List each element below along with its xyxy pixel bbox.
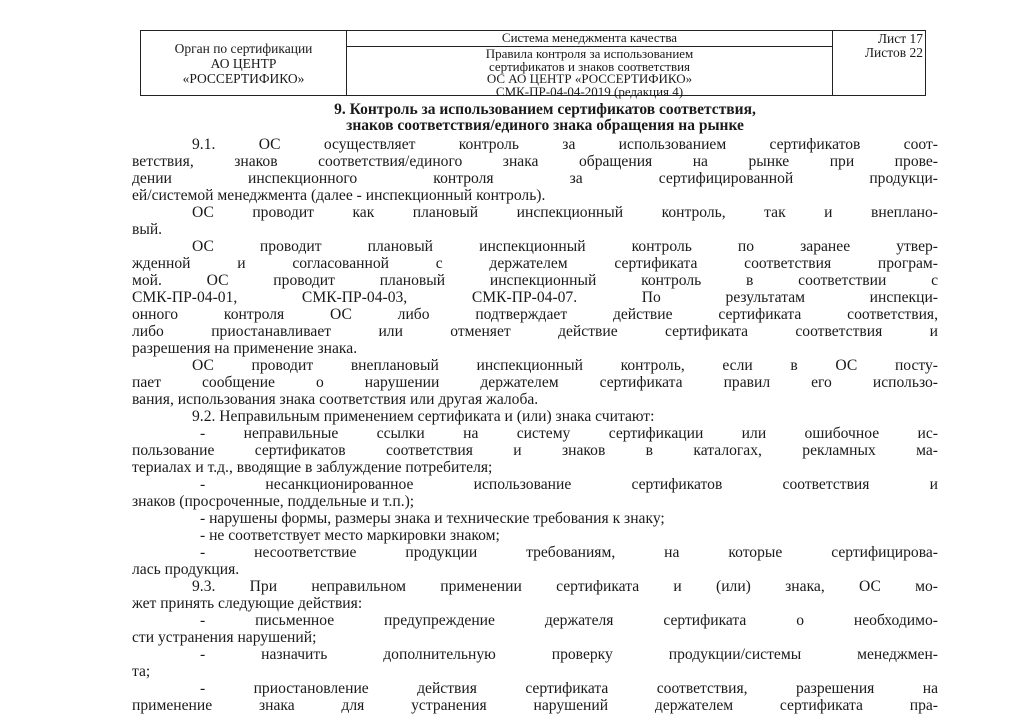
text-line: знаков (просроченные, поддельные и т.п.); (132, 493, 415, 510)
text-line: либо приостанавливает или отменяет действие сертификата соответствия и (132, 323, 938, 340)
page-number-cell (833, 31, 925, 95)
certification-body-cell (141, 31, 347, 95)
doc-line-2: сертификатов и знаков соответствия (488, 58, 691, 74)
text-line: ОС проводит внеплановый инспекционный контроль, если в ОС посту- (192, 357, 938, 374)
doc-line-1: Правила контроля за использованием (485, 46, 694, 61)
text-line: териалах и т.д., вводящие в заблуждение потребителя; (132, 459, 493, 476)
text-line: - приостановление действия сертификата соответствия, разрешения на (200, 680, 938, 697)
sheet-number: Лист 17 (877, 31, 923, 46)
text-line: применение знака для устранения нарушений держателем сертификата пра- (132, 697, 938, 714)
text-line: разрешения на применение знака. (132, 340, 358, 357)
sheet-count: Листов 22 (864, 45, 923, 60)
text-line: ОС проводит как плановый инспекционный контроль, так и внеплано- (192, 204, 938, 221)
text-line: - письменное предупреждение держателя сертификата о необходимо- (200, 612, 938, 629)
document-name (347, 47, 832, 98)
text-line: - неправильные ссылки на систему сертификации или ошибочное ис- (200, 425, 938, 442)
text-line: мой. ОС проводит плановый инспекционный контроль в соответствии с (132, 272, 938, 289)
text-line: жденной и согласованной с держателем сертификата соответствия програм- (132, 255, 938, 272)
text-line (132, 714, 938, 715)
text-line: ей/системой менеджмента (далее - инспекционный контроль). (132, 187, 546, 204)
quality-system-label: Система менеджмента качества (347, 31, 832, 47)
document-header-table (140, 30, 926, 99)
text-line: вания, использования знака соответствия или другая жалоба. (132, 391, 539, 408)
section-title-line-1: 9. Контроль за использованием сертификатов соответствия, (334, 101, 756, 118)
text-line: дении инспекционного контроля за сертифицированной продукци- (132, 170, 938, 187)
text-line: жет принять следующие действия: (132, 595, 363, 612)
text-line: 9.1. ОС осуществляет контроль за использованием сертификатов соот- (192, 136, 938, 153)
org-line-2: АО ЦЕНТР (210, 55, 277, 71)
text-line: ОС проводит плановый инспекционный контроль по заранее утвер- (192, 238, 938, 255)
text-line: пает сообщение о нарушении держателем сертификата правил его использо- (132, 374, 938, 391)
document-title-cell (347, 30, 833, 99)
text-line: - нарушены формы, размеры знака и технические требования к знаку; (200, 510, 665, 527)
text-line: - несанкционированное использование сертификатов соответствия и (200, 476, 938, 493)
text-line: сти устранения нарушений; (132, 629, 317, 646)
text-line: онного контроля ОС либо подтверждает действие сертификата соответствия, (132, 306, 938, 323)
text-line: СМК-ПР-04-01, СМК-ПР-04-03, СМК-ПР-04-07. По результатам инспекци- (132, 289, 938, 306)
text-line: пользование сертификатов соответствия и знаков в каталогах, рекламных ма- (132, 442, 938, 459)
text-line: - несоответствие продукции требованиям, на которые сертифицирова- (200, 544, 938, 561)
text-line: вый. (132, 221, 163, 238)
section-title-line-2: знаков соответствия/единого знака обращения на рынке (346, 117, 744, 134)
org-line-3: «РОССЕРТИФИКО» (182, 70, 305, 86)
doc-line-3: ОС АО ЦЕНТР «РОССЕРТИФИКО» (486, 71, 693, 86)
text-line: - назначить дополнительную проверку продукции/системы менеджмен- (200, 646, 938, 663)
org-line-1: Орган по сертификации (174, 40, 313, 56)
text-line: - не соответствует место маркировки знаком; (200, 527, 500, 544)
text-line: 9.3. При неправильном применении сертификата и (или) знака, ОС мо- (192, 578, 938, 595)
text-line: 9.2. Неправильным применением сертификата и (или) знака считают: (192, 408, 655, 425)
text-line: лась продукция. (132, 561, 240, 578)
doc-line-4: СМК-ПР-04-04-2019 (редакция 4) (495, 83, 684, 99)
text-line: та; (132, 663, 151, 680)
text-line: ветствия, знаков соответствия/единого знака обращения на рынке при прове- (132, 153, 938, 170)
